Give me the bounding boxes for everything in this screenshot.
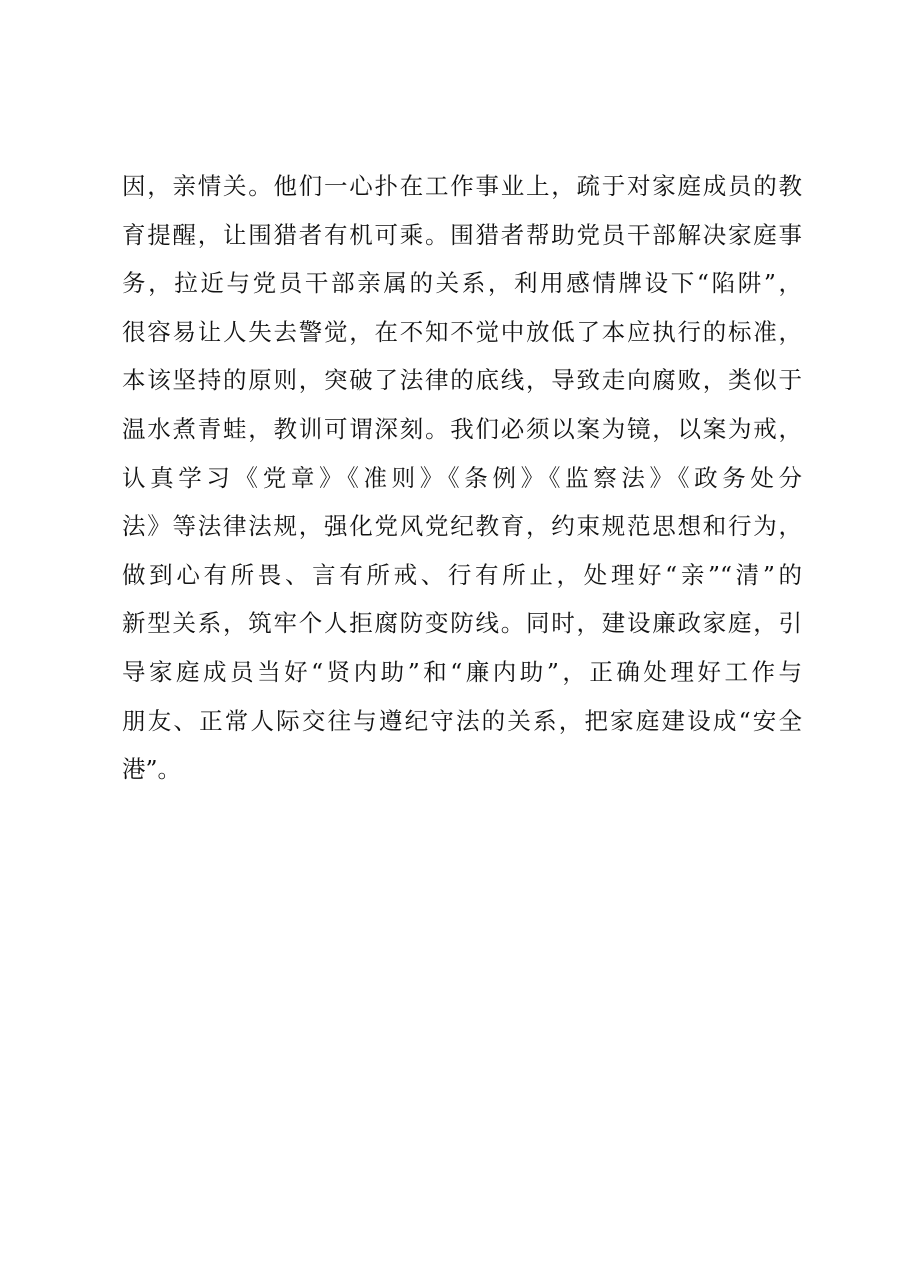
paragraph-line: 本该坚持的原则，突破了法律的底线，导致走向腐败，类似于 [122, 366, 802, 395]
paragraph-line: 港”。 [122, 755, 182, 784]
paragraph-line: 务，拉近与党员干部亲属的关系，利用感情牌设下“陷阱”， [122, 269, 802, 298]
paragraph-line: 很容易让人失去警觉，在不知不觉中放低了本应执行的标准， [122, 317, 802, 346]
paragraph-line: 做到心有所畏、言有所戒、行有所止，处理好“亲”“清”的 [122, 560, 802, 589]
body-paragraph [122, 162, 802, 794]
paragraph-line: 认真学习《党章》《准则》《条例》《监察法》《政务处分 [122, 463, 802, 492]
paragraph-line: 因，亲情关。他们一心扑在工作事业上，疏于对家庭成员的教 [122, 172, 802, 200]
paragraph-line: 法》等法律法规，强化党风党纪教育，约束规范思想和行为， [122, 512, 802, 541]
paragraph-line: 导家庭成员当好“贤内助”和“廉内助”，正确处理好工作与 [122, 657, 802, 686]
paragraph-line: 朋友、正常人际交往与遵纪守法的关系，把家庭建设成“安全 [122, 706, 802, 735]
paragraph-line: 育提醒，让围猎者有机可乘。围猎者帮助党员干部解决家庭事 [122, 220, 802, 249]
paragraph-line: 新型关系，筑牢个人拒腐防变防线。同时，建设廉政家庭，引 [122, 609, 802, 638]
paragraph-line: 温水煮青蛙，教训可谓深刻。我们必须以案为镜，以案为戒， [122, 414, 802, 443]
